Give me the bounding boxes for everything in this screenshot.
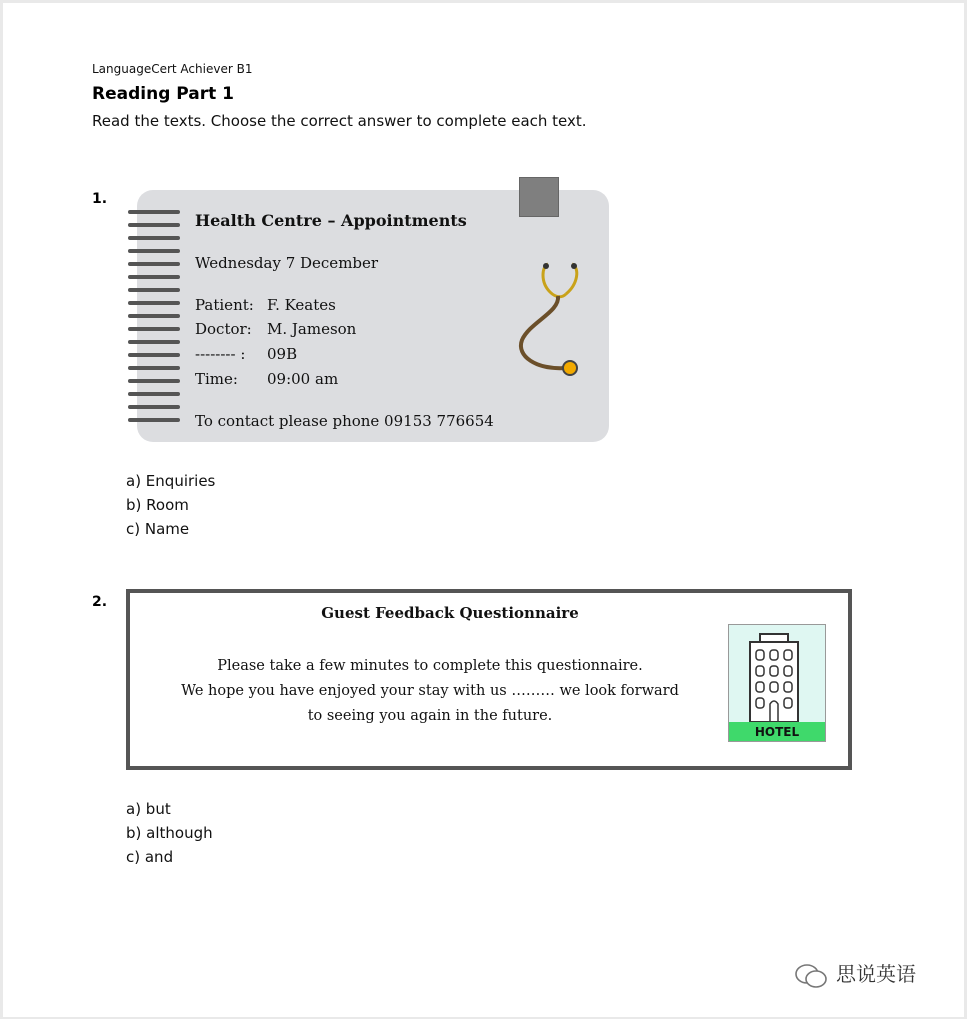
blank-label: -------- : bbox=[195, 345, 246, 363]
watermark-text: 思说英语 bbox=[836, 962, 916, 986]
instruction-text: Read the texts. Choose the correct answer to complete each text. bbox=[92, 112, 587, 130]
time-row bbox=[195, 370, 338, 388]
hotel-icon bbox=[728, 624, 826, 742]
card-title: Health Centre – Appointments bbox=[195, 211, 467, 230]
option-b[interactable]: b) Room bbox=[126, 496, 189, 514]
contact-line: To contact please phone 09153 776654 bbox=[195, 412, 494, 430]
patient-value: F. Keates bbox=[267, 296, 336, 314]
appointment-date: Wednesday 7 December bbox=[195, 254, 379, 272]
feedback-notice bbox=[126, 589, 852, 770]
option-a[interactable]: a) but bbox=[126, 800, 171, 818]
patient-row bbox=[195, 296, 336, 314]
option-a[interactable]: a) Enquiries bbox=[126, 472, 216, 490]
wechat-icon bbox=[794, 962, 828, 990]
patient-label: Patient: bbox=[195, 296, 254, 314]
question-2-number: 2. bbox=[92, 594, 108, 610]
option-c[interactable]: c) and bbox=[126, 848, 174, 866]
part-title: Reading Part 1 bbox=[92, 84, 235, 104]
notebook-coil-icon bbox=[126, 206, 182, 432]
notice-title: Guest Feedback Questionnaire bbox=[321, 604, 579, 622]
exam-name: LanguageCert Achiever B1 bbox=[92, 62, 253, 76]
doctor-value: M. Jameson bbox=[267, 320, 357, 338]
option-c[interactable]: c) Name bbox=[126, 520, 190, 538]
doctor-row bbox=[195, 320, 356, 338]
hotel-sign: HOTEL bbox=[754, 725, 800, 739]
doctor-label: Doctor: bbox=[195, 320, 252, 338]
time-value: 09:00 am bbox=[267, 370, 339, 388]
notice-line-3: to seeing you again in the future. bbox=[307, 708, 553, 724]
option-b[interactable]: b) although bbox=[126, 824, 213, 842]
card-tab bbox=[519, 177, 559, 217]
notice-line-1: Please take a few minutes to complete this questionnaire. bbox=[217, 658, 643, 674]
time-label: Time: bbox=[195, 370, 238, 388]
notice-line-2: We hope you have enjoyed your stay with us ……… we look forward bbox=[181, 683, 679, 699]
question-1-number: 1. bbox=[92, 191, 108, 207]
blank-value: 09B bbox=[267, 345, 298, 363]
question-1-options bbox=[126, 469, 215, 541]
blank-row bbox=[195, 345, 297, 363]
stethoscope-icon bbox=[510, 252, 590, 382]
question-2-options bbox=[126, 797, 213, 869]
notice-body bbox=[140, 654, 720, 729]
